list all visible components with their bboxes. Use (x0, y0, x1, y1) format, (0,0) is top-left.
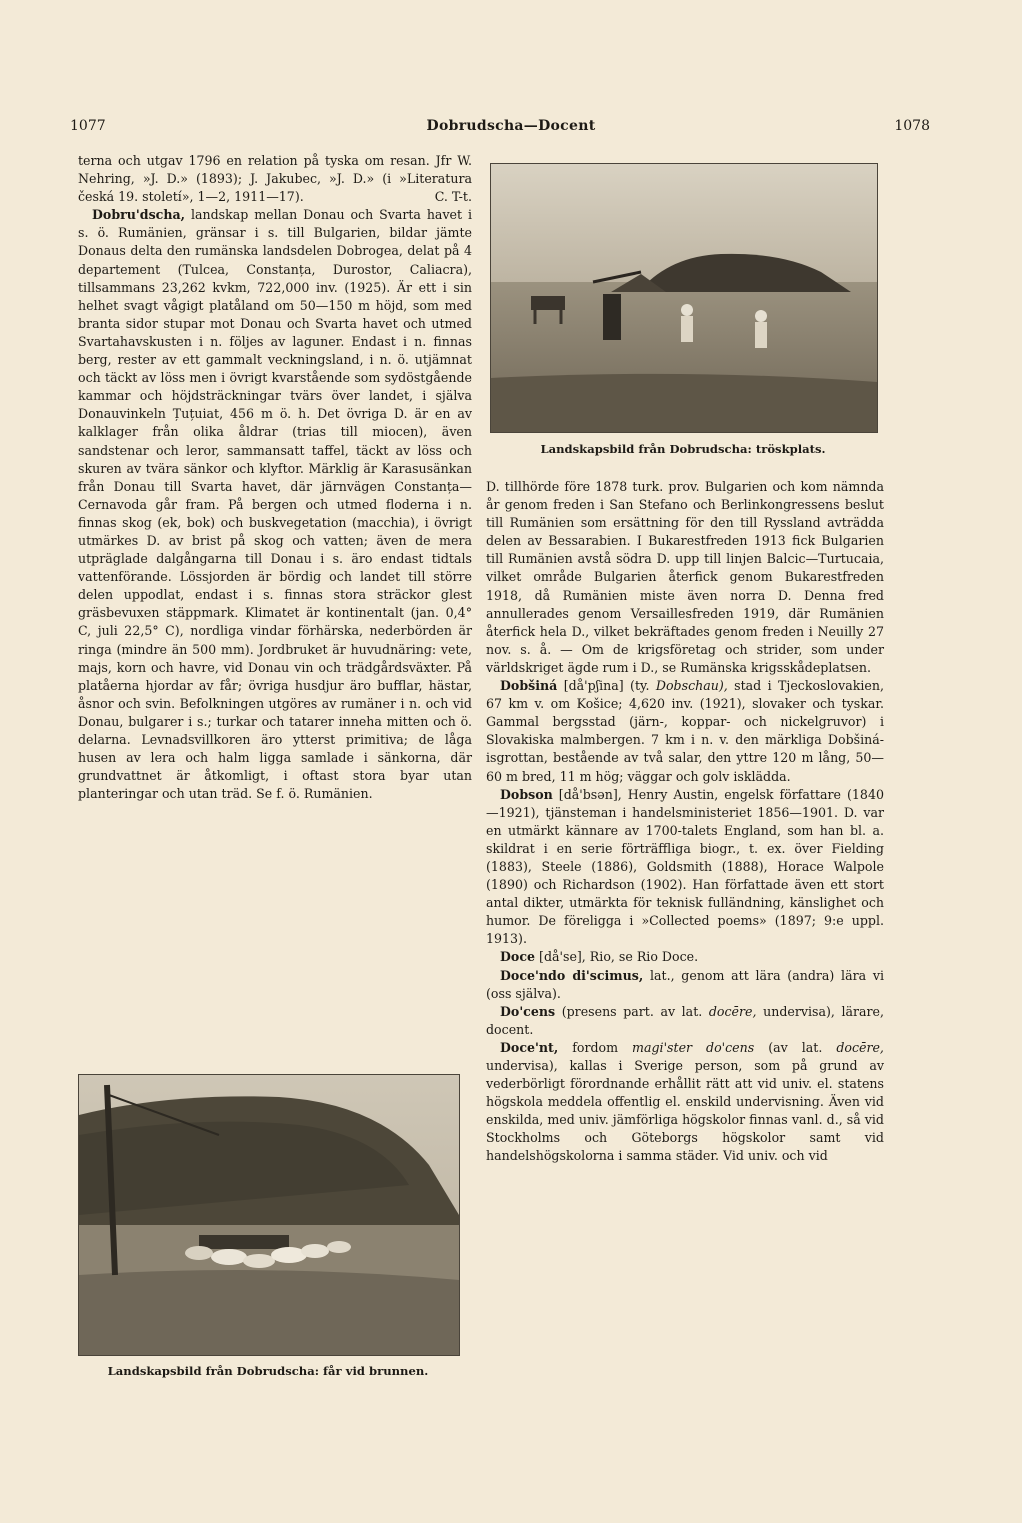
article-dobrudscha-history: D. tillhörde före 1878 turk. prov. Bulgarien och kom nämnda år genom freden i San Stefano och Berlinkongressens beslut till Rumänien som ersättning för den till Ryssland avträdda delen av Bessarabien. I Bukarestfreden 1913 fick Bulgarien till Rumänien avstå södra D. upp till linjen Balcic—Turtucaia, vilket område Bulgarien återfick genom Bukarestfreden 1918, då Rumänien miste även norra D. Denna fred annullerades genom Versaillesfreden 1919, där Rumänien återfick hela D., vilket bekräftades genom freden i Neuilly 27 nov. s. å. — Om de krigsföretag och strider, som under världskriget ägde rum i D., se Rumänska krigsskådeplatsen. (486, 479, 884, 675)
headword-docens: Do'cens (500, 1003, 556, 1019)
article-continuation: terna och utgav 1796 en relation på tyska om resan. Jfr W. Nehring, »J. D.» (1893); J. Jakubec, »J. D.» (i »Literatura česká 19. století», 1—2, 1911—17). C. T-t. (78, 152, 472, 206)
article-dobrudscha: Dobru'dscha, landskap mellan Donau och Svarta havet i s. ö. Rumänien, gränsar i s. till Bulgarien, bildar jämte Donaus delta den rumänska landsdelen Dobrogea, delat på 4 departement (Tulcea, Constanța, Durostor, Caliacra), tillsammans 23,262 kvkm, 722,000 inv. (1925). Är ett i sin helhet svagt vågigt platåland om 50—150 m höjd, som med branta sidor stupar mot Donau och Svarta havet och utmed Svartahavskusten i n. följes av laguner. Endast i n. finnas berg, rester av ett gammalt veckningsland, i n. ö. utjämnat och täckt av löss men i övrigt kvarstående som sydöstgående kammar och höjdsträckningar tvärs över landet, i själva Donauvinkeln Țuțuiat, 456 m ö. h. Det övriga D. är en av kalklager från olika åldrar (trias till miocen), även sandstenar och leror, sammansatt taffel, täckt av löss och skuren av tvära sänkor och klyftor. Märklig är Karasusänkan från Donau till Svarta havet, där järnvägen Constanța—Cernavoda går fram. På bergen och utmed floderna i n. finnas skog (ek, bok) och buskvegetation (macchia), i övrigt utmärkes D. av brist på skog och vatten; även de mera utpräglade dalgångarna till Donau i s. äro endast tidtals vattenförande. Lössjorden är bördig och landet till större delen uppodlat, endast i s. finnas stora sträckor glest gräsbevuxen stäppmark. Klimatet är kontinentalt (jan. 0,4° C, juli 22,5° C), nordliga vindar förhärska, nederbörden är ringa (mindre än 500 mm). Jordbruket är huvudnäring: vete, majs, korn och havre, vid Donau vin och trädgårdsväxter. På platåerna hjordar av får; övriga husdjur äro bufflar, hästar, åsnor och svin. Befolkningen utgöres av rumäner i n. och vid Donau, bulgarer i s.; turkar och tatarer inneha mitten och ö. delarna. Levnadsvillkoren äro ytterst primitiva; de låga husen av lera och halm ligga samlade i sänkorna, där grundvattnet är åtkomligt, i oftast stora byar utan planteringar och utan träd. Se f. ö. Rumänien. (78, 207, 472, 802)
article-dobson: Dobson [då'bsən], Henry Austin, engelsk författare (1840—1921), tjänsteman i handelsministeriet 1856—1901. D. var en utmärkt kännare av 1700-talets England, som han bl. a. skildrat i en serie förträffliga biogr., t. ex. över Fielding (1883), Steele (1886), Goldsmith (1888), Horace Walpole (1890) och Richardson (1902). Han författade även ett stort antal dikter, utmärkta för teknisk fulländning, känslighet och humor. De föreligga i »Collected poems» (1897; 9:e uppl. 1913). (486, 786, 884, 947)
headword-doce: Doce (500, 949, 536, 965)
article-dobsina: Dobšiná [då'pʃina] (ty. Dobschau), stad i Tjeckoslovakien, 67 km v. om Košice; 4,620 inv. (1921), slovaker och tyskar. Gammal bergsstad (järn-, koppar- och nickelgruvor) i Slovakiska malmbergen. 7 km i n. v. den märkliga Dobšiná-isgrottan, bestående av två salar, den yttre 120 m lång, 50—60 m bred, 11 m hög; väggar och golv isklädda. (486, 678, 884, 784)
left-column (78, 152, 472, 803)
running-head: Dobrudscha—Docent (426, 118, 596, 134)
page-number-right: 1078 (894, 118, 930, 134)
headword-dobrudscha: Dobru'dscha, (92, 207, 186, 223)
author-signature: C. T-t. (434, 189, 472, 205)
article-docens: Do'cens (presens part. av lat. docēre, undervisa), lärare, docent. (486, 1003, 885, 1037)
headword-dobson: Dobson (500, 786, 553, 802)
sheep-at-well-photo (78, 1074, 460, 1356)
photo-caption-bottom: Landskapsbild från Dobrudscha: får vid brunnen. (107, 1364, 429, 1378)
article-docent: Doce'nt, fordom magi'ster do'cens (av lat. docēre, undervisa), kallas i Sverige person, som på grund av vederbörligt förordnande erhållit rätt att vid univ. el. statens högskola meddela offentlig el. enskild undervisning. Även vid enskilda, med univ. jämförliga högskolor finnas vanl. d., så vid Stockholms och Göteborgs högskolor samt vid handelshögskolorna i samma städer. Vid univ. och vid (486, 1039, 884, 1164)
threshing-place-photo (490, 163, 878, 433)
headword-docent: Doce'nt, (500, 1039, 559, 1055)
right-column (486, 478, 884, 1166)
headword-docendo: Doce'ndo di'scimus, (500, 967, 644, 983)
headword-dobsina: Dobšiná (500, 678, 558, 694)
page-number-left: 1077 (70, 118, 106, 134)
photo-caption-top: Landskapsbild från Dobrudscha: tröskplats. (540, 442, 826, 456)
article-doce: Doce [då'se], Rio, se Rio Doce. (500, 949, 699, 965)
article-docendo: Doce'ndo di'scimus, lat., genom att lära (andra) lära vi (oss själva). (486, 967, 884, 1001)
